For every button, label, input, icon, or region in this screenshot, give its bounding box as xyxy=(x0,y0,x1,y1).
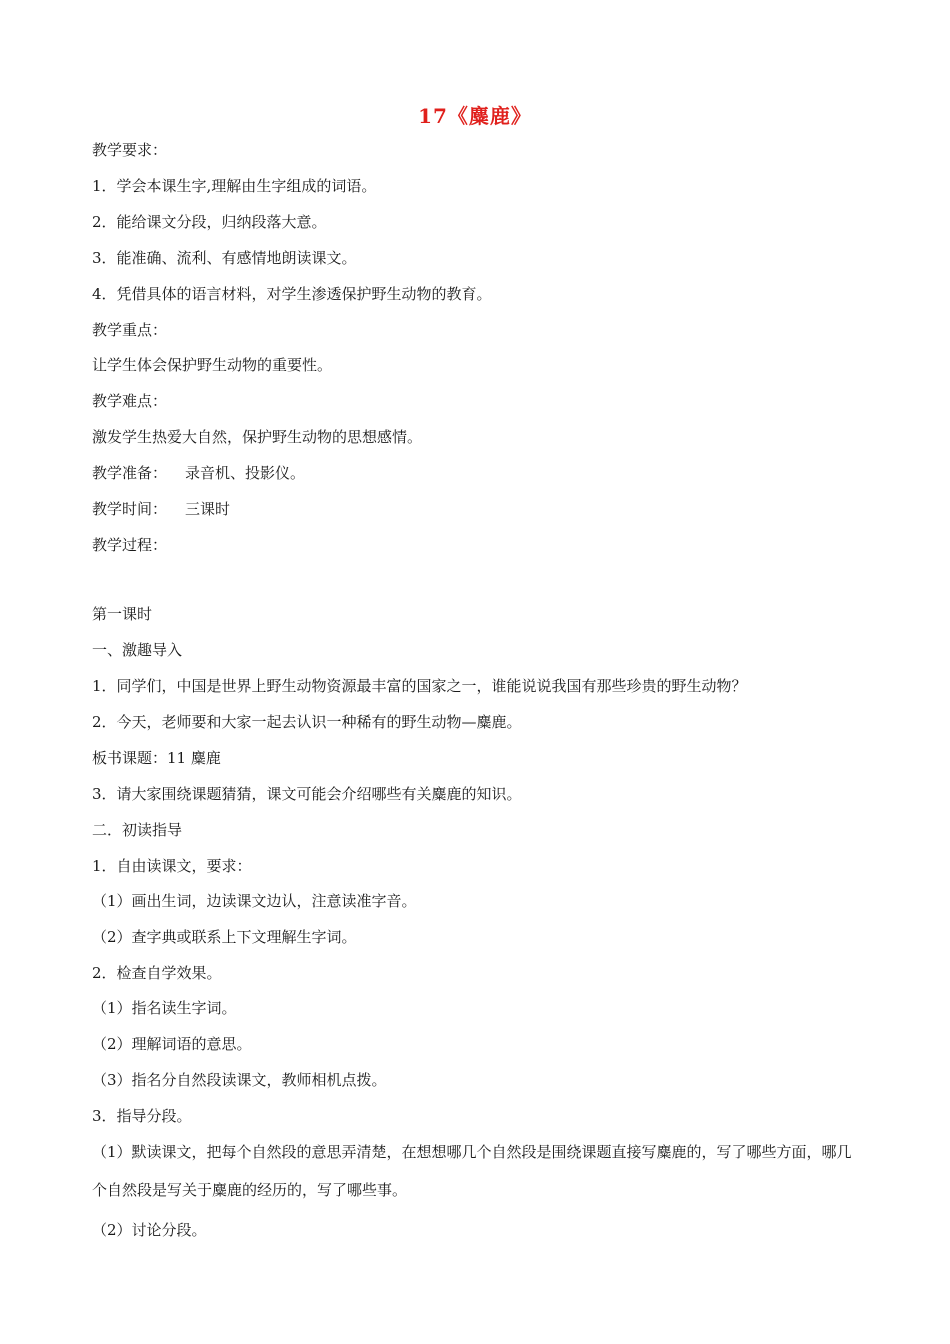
read-item-1: 1．自由读课文，要求： xyxy=(92,857,252,875)
preparation-line xyxy=(92,463,305,483)
read-item-3a: （1）默读课文，把每个自然段的意思弄清楚，在想想哪几个自然段是围绕课题直接写麋鹿的，写了哪些方面，哪几个自然段是写关于麋鹿的经历的，写了哪些事。 xyxy=(92,1143,852,1199)
read-item-3b: （2）讨论分段。 xyxy=(92,1221,207,1239)
preparation-value: 录音机、投影仪。 xyxy=(185,464,306,482)
read-item-1a: （1）画出生词，边读课文边认，注意读准字音。 xyxy=(92,892,417,910)
lesson1-heading: 第一课时 xyxy=(92,605,153,623)
time-value: 三课时 xyxy=(185,500,231,518)
requirement-item-2: 2．能给课文分段，归纳段落大意。 xyxy=(92,213,327,231)
part1-item-3: 3．请大家围绕课题猜猜，课文可能会介绍哪些有关麋鹿的知识。 xyxy=(92,785,522,803)
requirement-item-1: 1．学会本课生字,理解由生字组成的词语。 xyxy=(92,177,377,195)
read-item-3: 3．指导分段。 xyxy=(92,1107,192,1125)
requirements-heading: 教学要求： xyxy=(92,141,168,159)
process-heading: 教学过程： xyxy=(92,536,168,554)
part1-item-1: 1．同学们，中国是世界上野生动物资源最丰富的国家之一，谁能说说我国有那些珍贵的野生动物？ xyxy=(92,677,747,695)
key-point-text: 让学生体会保护野生动物的重要性。 xyxy=(92,356,333,374)
preparation-label: 教学准备： xyxy=(92,464,168,482)
key-point-heading: 教学重点： xyxy=(92,321,168,339)
difficulty-heading: 教学难点： xyxy=(92,392,168,410)
time-line xyxy=(92,499,230,519)
read-item-2c: （3）指名分自然段读课文，教师相机点拨。 xyxy=(92,1071,387,1089)
requirement-item-4: 4．凭借具体的语言材料，对学生渗透保护野生动物的教育。 xyxy=(92,285,492,303)
read-item-2: 2．检查自学效果。 xyxy=(92,964,222,982)
read-item-2b: （2）理解词语的意思。 xyxy=(92,1035,252,1053)
document-title: 17《麋鹿》 xyxy=(418,104,532,128)
part2-heading: 二．初读指导 xyxy=(92,821,183,839)
part1-item-2: 2．今天，老师要和大家一起去认识一种稀有的野生动物—麋鹿。 xyxy=(92,713,522,731)
part1-heading: 一、激趣导入 xyxy=(92,641,183,659)
requirement-item-3: 3．能准确、流利、有感情地朗读课文。 xyxy=(92,249,357,267)
difficulty-text: 激发学生热爱大自然，保护野生动物的思想感情。 xyxy=(92,428,423,446)
read-item-1b: （2）查字典或联系上下文理解生字词。 xyxy=(92,928,357,946)
time-label: 教学时间： xyxy=(92,500,168,518)
board-title: 板书课题：11 麋鹿 xyxy=(92,749,221,767)
read-item-2a: （1）指名读生字词。 xyxy=(92,999,237,1017)
